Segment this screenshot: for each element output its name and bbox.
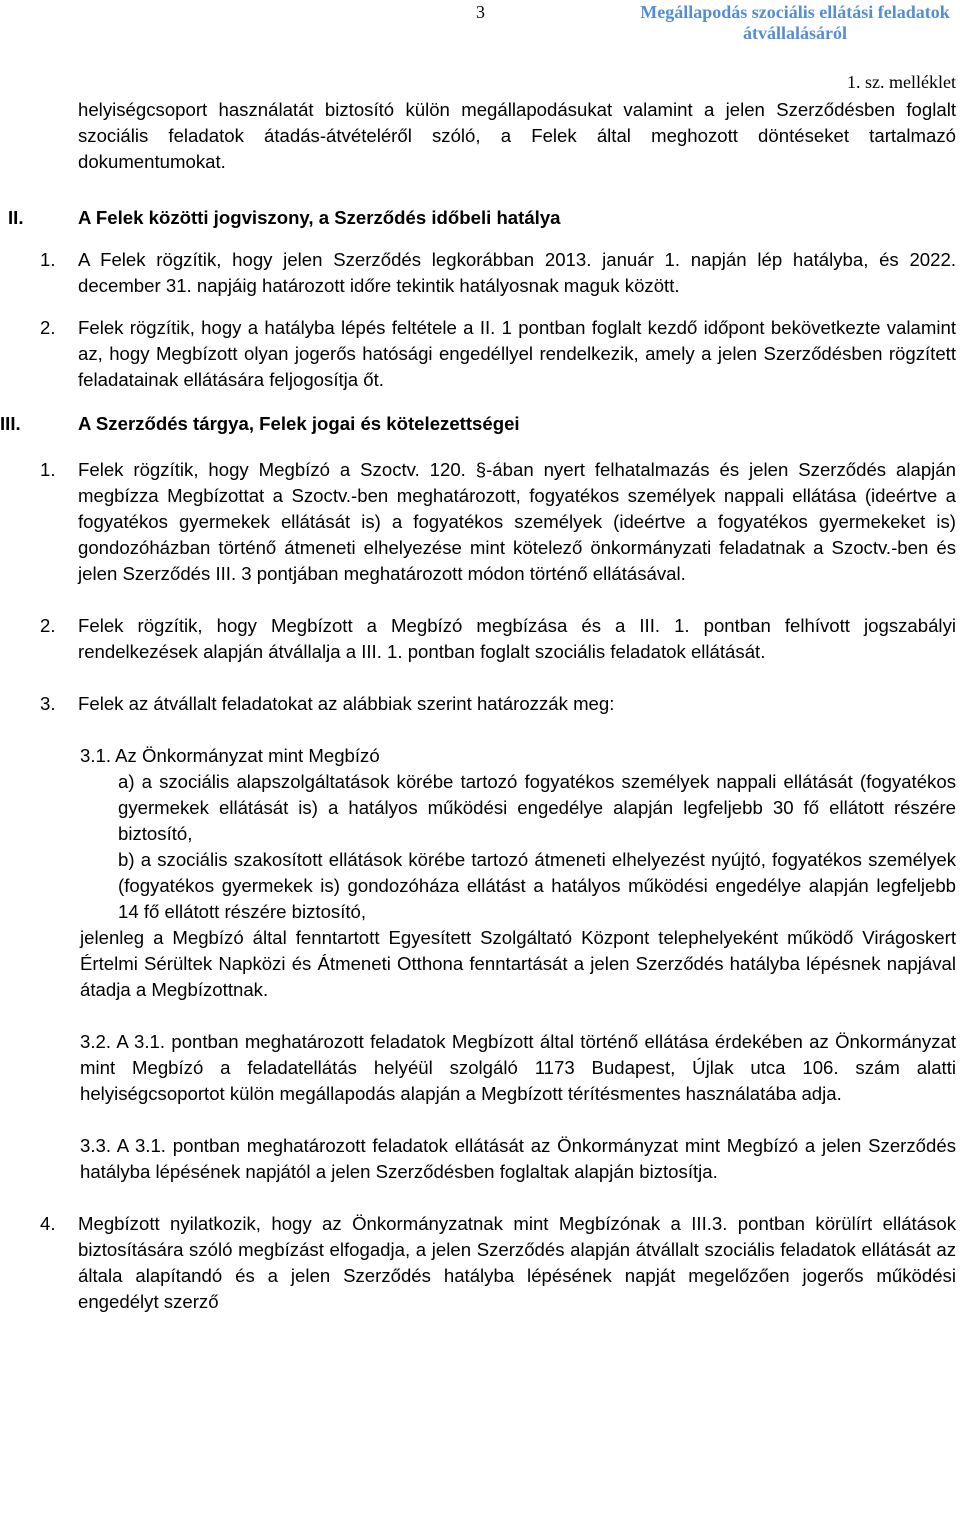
item-text: Felek az átvállalt feladatokat az alábbiak szerint határozzák meg: <box>78 693 615 714</box>
item-text: A Felek rögzítik, hogy jelen Szerződés legkorábban 2013. január 1. napján lép hatályba, és 2022. december 31. napjáig határozott időre tekintik hatályosnak maguk között. <box>78 249 956 296</box>
section-3-heading <box>0 411 956 437</box>
section-3-title: A Szerződés tárgya, Felek jogai és kötelezettségei <box>78 413 520 434</box>
section-3-item-4 <box>40 1211 956 1315</box>
sub-3-1-b: b) a szociális szakosított ellátások körébe tartozó átmeneti elhelyezést nyújtó, fogyatékos személyek (fogyatékos gyermekek is) gondozóháza ellátást a hatályos működési engedélye alapján legfeljebb 14 fő ellátott részére biztosító, <box>118 849 956 922</box>
sub-3-1-heading: 3.1. Az Önkormányzat mint Megbízó <box>80 745 380 766</box>
item-text: Felek rögzítik, hogy a hatályba lépés feltétele a II. 1 pontban foglalt kezdő időpont bekövetkezte valamint az, hogy Megbízott olyan jogerős hatósági engedéllyel rendelkezik, amely a jelen Szerződésben rögzített feladatainak ellátására feljogosítja őt. <box>78 317 956 390</box>
item-marker: 1. <box>40 249 56 270</box>
sub-3-1-closing: jelenleg a Megbízó által fenntartott Egyesített Szolgáltató Központ telephelyeként működő Virágoskert Értelmi Sérültek Napközi és Átmeneti Otthona fenntartását a jelen Szerződés hatályba lépésnek napjával átadja a Megbízottnak. <box>80 927 956 1000</box>
sub-3-2: 3.2. A 3.1. pontban meghatározott feladatok Megbízott által történő ellátása érdekében az Önkormányzat mint Megbízó a feladatellátás helyéül szolgáló 1173 Budapest, Újlak utca 106. szám alatti helyiségcsoportot külön megállapodás alapján a Megbízott térítésmentes használatába adja. <box>80 1031 956 1104</box>
item-marker: 1. <box>40 459 56 480</box>
section-2-marker: II. <box>8 207 24 228</box>
item-marker: 3. <box>40 693 56 714</box>
item-text: Felek rögzítik, hogy Megbízott a Megbízó megbízása és a III. 1. pontban felhívott jogszabályi rendelkezések alapján átvállalja a III. 1. pontban foglalt szociális feladatok ellátását. <box>78 615 956 662</box>
section-3-item-3 <box>40 691 956 717</box>
section-3-marker: III. <box>0 413 21 434</box>
item-text: Felek rögzítik, hogy Megbízó a Szoctv. 120. §-ában nyert felhatalmazás és jelen Szerződés alapján megbízza Megbízottat a Szoctv.-ben meghatározott, fogyatékos személyek nappali ellátása (ideértve a fogyatékos gyermekek ellátását is) a fogyatékos személyek (ideértve a fogyatékos gyermekeket is) gondozóházban történő átmeneti elhelyezése mint kötelező önkormányzati feladatnak a Szoctv.-ben és jelen Szerződés III. 3 pontjában meghatározott módon történő ellátásával. <box>78 459 956 584</box>
section-2-title: A Felek közötti jogviszony, a Szerződés időbeli hatálya <box>78 207 561 228</box>
item-marker: 2. <box>40 615 56 636</box>
page-number: 3 <box>476 2 485 22</box>
intro-paragraph: helyiségcsoport használatát biztosító külön megállapodásukat valamint a jelen Szerződésben foglalt szociális feladatok átadás-átvételéről szóló, a Felek által meghozott döntéseket tartalmazó dokumentumokat. <box>78 99 956 172</box>
section-2-item-2 <box>40 315 956 393</box>
item-marker: 4. <box>40 1213 56 1234</box>
section-3-item-2 <box>40 613 956 665</box>
sub-3-1-a: a) a szociális alapszolgáltatások körébe tartozó fogyatékos személyek nappali ellátását (fogyatékos gyermekek ellátását is) a hatályos működési engedélye alapján legfeljebb 30 fő ellátott részére biztosító, <box>118 771 956 844</box>
section-2-item-1 <box>40 247 956 299</box>
item-text: Megbízott nyilatkozik, hogy az Önkormányzatnak mint Megbízónak a III.3. pontban körülírt ellátások biztosítására szóló megbízást elfogadja, a jelen Szerződés alapján átvállalt szociális feladatok ellátását az általa alapítandó és a jelen Szerződés hatályba lépésének napját megelőzően jogerős működési engedélyt szerző <box>78 1213 956 1312</box>
document-body <box>0 97 956 1315</box>
item-marker: 2. <box>40 317 56 338</box>
section-3-item-1 <box>40 457 956 587</box>
annex-label: 1. sz. melléklet <box>847 72 956 92</box>
document-title: Megállapodás szociális ellátási feladatok átvállalásáról <box>640 2 950 43</box>
section-2-heading <box>8 205 956 231</box>
sub-3-3: 3.3. A 3.1. pontban meghatározott feladatok ellátását az Önkormányzat mint Megbízó a jelen Szerződés hatályba lépésének napjától a jelen Szerződésben foglaltak alapján biztosítja. <box>80 1135 956 1182</box>
